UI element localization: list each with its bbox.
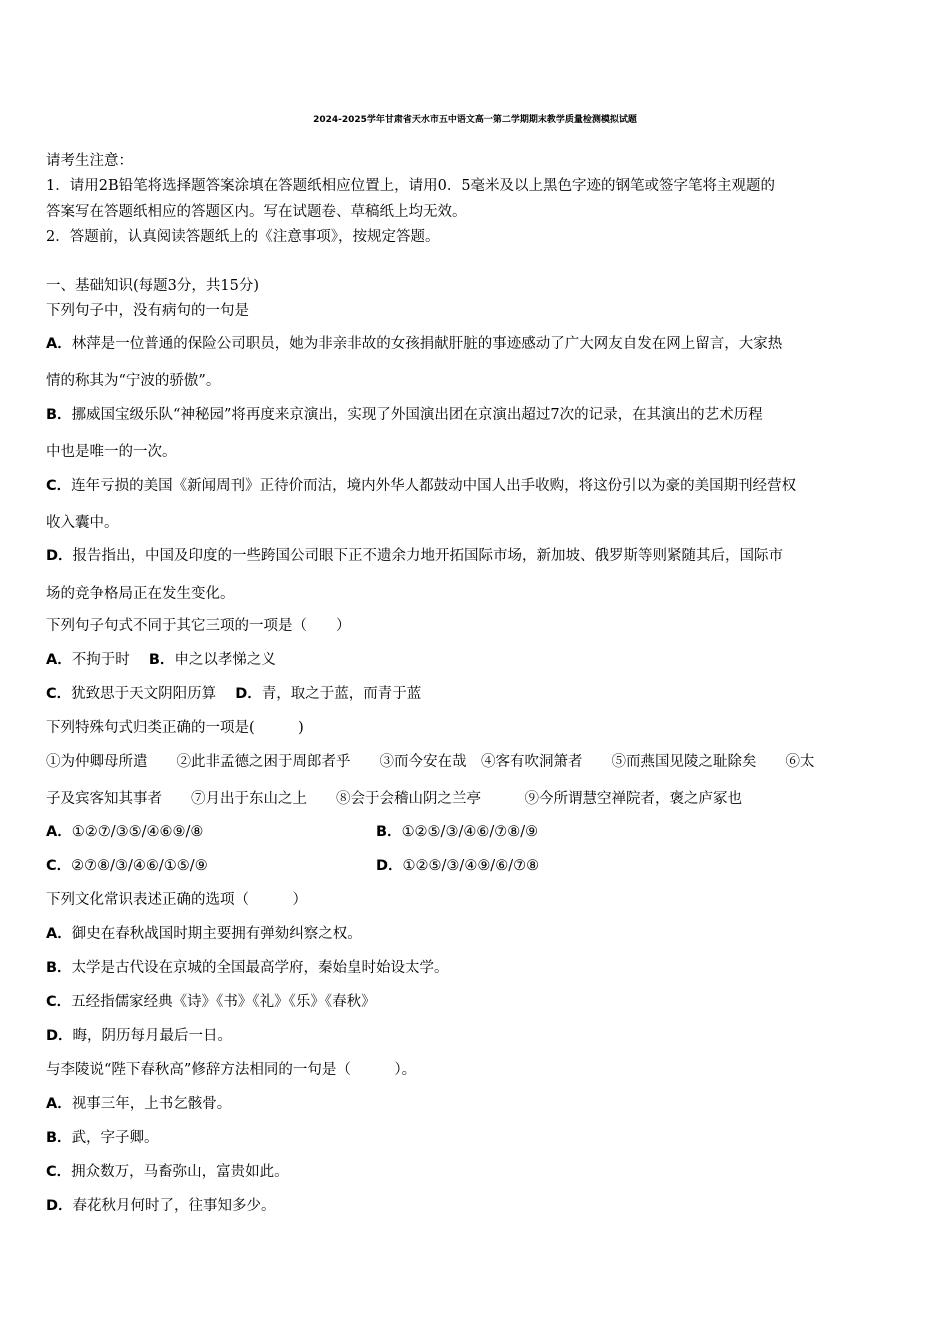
- q1-option-c-cont: 收入囊中。: [46, 515, 119, 531]
- option-label: A．: [46, 1096, 72, 1112]
- q5-stem: 与李陵说“陛下春秋高”修辞方法相同的一句是（ ）。: [46, 1062, 417, 1078]
- option-text: ①②⑤/③/④⑨/⑥/⑦⑧: [402, 858, 540, 874]
- option-label: B．: [148, 652, 175, 668]
- option-label: B．: [46, 407, 72, 423]
- option-label: C．: [46, 858, 72, 874]
- notice-item-1-line-2: 答案写在答题纸相应的答题区内。写在试题卷、草稿纸上均无效。: [46, 204, 467, 220]
- q5-option-c: [46, 1162, 289, 1182]
- q3-option-a: [46, 822, 203, 842]
- q2-options-cd: [46, 684, 421, 704]
- option-text: 申之以孝悌之义: [174, 652, 276, 668]
- q3-items-line-1: ①为仲卿母所遣 ②此非孟德之困于周郎者乎 ③而今安在哉 ④客有吹洞箫者 ⑤而燕国见陵之耻除矣 ⑥太: [46, 754, 815, 770]
- option-label: A．: [46, 824, 72, 840]
- q4-option-b: [46, 958, 449, 978]
- option-text: 春花秋月何时了，往事知多少。: [72, 1198, 276, 1214]
- option-label: C．: [46, 994, 72, 1010]
- option-label: D．: [46, 548, 73, 564]
- option-text: 挪威国宝级乐队“神秘园”将再度来京演出，实现了外国演出团在京演出超过7次的记录，在其演出的艺术历程: [71, 407, 763, 423]
- option-text: 太学是古代设在京城的全国最高学府，秦始皇时始设太学。: [71, 960, 449, 976]
- option-text: 连年亏损的美国《新闻周刊》正待价而沽，境内外华人都鼓动中国人出手收购，将这份引以为豪的美国期刊经营权: [71, 478, 797, 494]
- q4-option-d: [46, 1026, 232, 1046]
- q1-option-c: [46, 476, 796, 496]
- section-heading: 一、基础知识(每题3分，共15分): [46, 278, 259, 294]
- q4-option-c: [46, 992, 376, 1012]
- option-text: 五经指儒家经典《诗》《书》《礼》《乐》《春秋》: [71, 994, 376, 1010]
- q3-option-b: [376, 822, 538, 842]
- option-label: A．: [46, 926, 72, 942]
- option-label: A．: [46, 336, 72, 352]
- option-label: D．: [46, 1028, 73, 1044]
- q1-option-b-cont: 中也是唯一的一次。: [46, 444, 177, 460]
- option-label: B．: [376, 824, 402, 840]
- option-text: ①②⑦/③⑤/④⑥⑨/⑧: [71, 824, 204, 840]
- q5-option-b: [46, 1128, 159, 1148]
- option-text: 视事三年，上书乞骸骨。: [71, 1096, 232, 1112]
- q1-option-a-cont: 情的称其为“宁波的骄傲”。: [46, 373, 221, 389]
- option-label: D．: [376, 858, 403, 874]
- option-label: D．: [46, 1198, 73, 1214]
- option-text: 青，取之于蓝，而青于蓝: [261, 686, 422, 702]
- q4-stem: 下列文化常识表述正确的选项（ ）: [46, 892, 307, 908]
- option-text: 不拘于时: [71, 652, 145, 668]
- q4-option-a: [46, 924, 362, 944]
- page-title: 2024-2025学年甘肃省天水市五中语文高一第二学期期末教学质量检测模拟试题: [313, 115, 637, 125]
- q5-option-d: [46, 1196, 276, 1216]
- option-text: 拥众数万，马畜弥山，富贵如此。: [71, 1164, 289, 1180]
- q5-option-a: [46, 1094, 231, 1114]
- notice-item-1-line-1: 1．请用2B铅笔将选择题答案涂填在答题纸相应位置上，请用0．5毫米及以上黑色字迹的钢笔或签字笔将主观题的: [46, 178, 776, 194]
- option-text: ②⑦⑧/③/④⑥/①⑤/⑨: [71, 858, 208, 874]
- option-label: D．: [235, 686, 262, 702]
- q3-option-d: [376, 856, 539, 876]
- option-text: ①②⑤/③/④⑥/⑦⑧/⑨: [401, 824, 539, 840]
- option-label: C．: [46, 1164, 72, 1180]
- notice-item-2: 2．答题前，认真阅读答题纸上的《注意事项》，按规定答题。: [46, 229, 440, 245]
- option-text: 御史在春秋战国时期主要拥有弹劾纠察之权。: [71, 926, 362, 942]
- q1-option-a: [46, 334, 782, 354]
- q3-option-c: [46, 856, 208, 876]
- q3-items-line-2: 子及宾客知其事者 ⑦月出于东山之上 ⑧会于会稽山阴之兰亭 ⑨今所谓慧空禅院者，褒之庐冢也: [46, 791, 742, 807]
- notice-heading: 请考生注意：: [46, 153, 133, 169]
- q2-stem: 下列句子句式不同于其它三项的一项是（ ）: [46, 618, 351, 634]
- option-label: A．: [46, 652, 72, 668]
- q3-stem: 下列特殊句式归类正确的一项是( ): [46, 720, 304, 736]
- q1-stem: 下列句子中，没有病句的一句是: [46, 303, 249, 319]
- option-label: C．: [46, 686, 72, 702]
- q2-options-ab: [46, 650, 276, 670]
- q1-option-d: [46, 546, 783, 566]
- option-text: 报告指出，中国及印度的一些跨国公司眼下正不遗余力地开拓国际市场，新加坡、俄罗斯等则紧随其后，国际市: [72, 548, 784, 564]
- option-label: C．: [46, 478, 72, 494]
- q1-option-b: [46, 405, 763, 425]
- option-text: 武，字子卿。: [71, 1130, 159, 1146]
- option-label: B．: [46, 960, 72, 976]
- option-text: 犹致思于天文阴阳历算: [71, 686, 231, 702]
- option-label: B．: [46, 1130, 72, 1146]
- q1-option-d-cont: 场的竞争格局正在发生变化。: [46, 586, 235, 602]
- option-text: 晦，阴历每月最后一日。: [72, 1028, 233, 1044]
- option-text: 林萍是一位普通的保险公司职员，她为非亲非故的女孩捐献肝脏的事迹感动了广大网友自发在网上留言，大家热: [71, 336, 783, 352]
